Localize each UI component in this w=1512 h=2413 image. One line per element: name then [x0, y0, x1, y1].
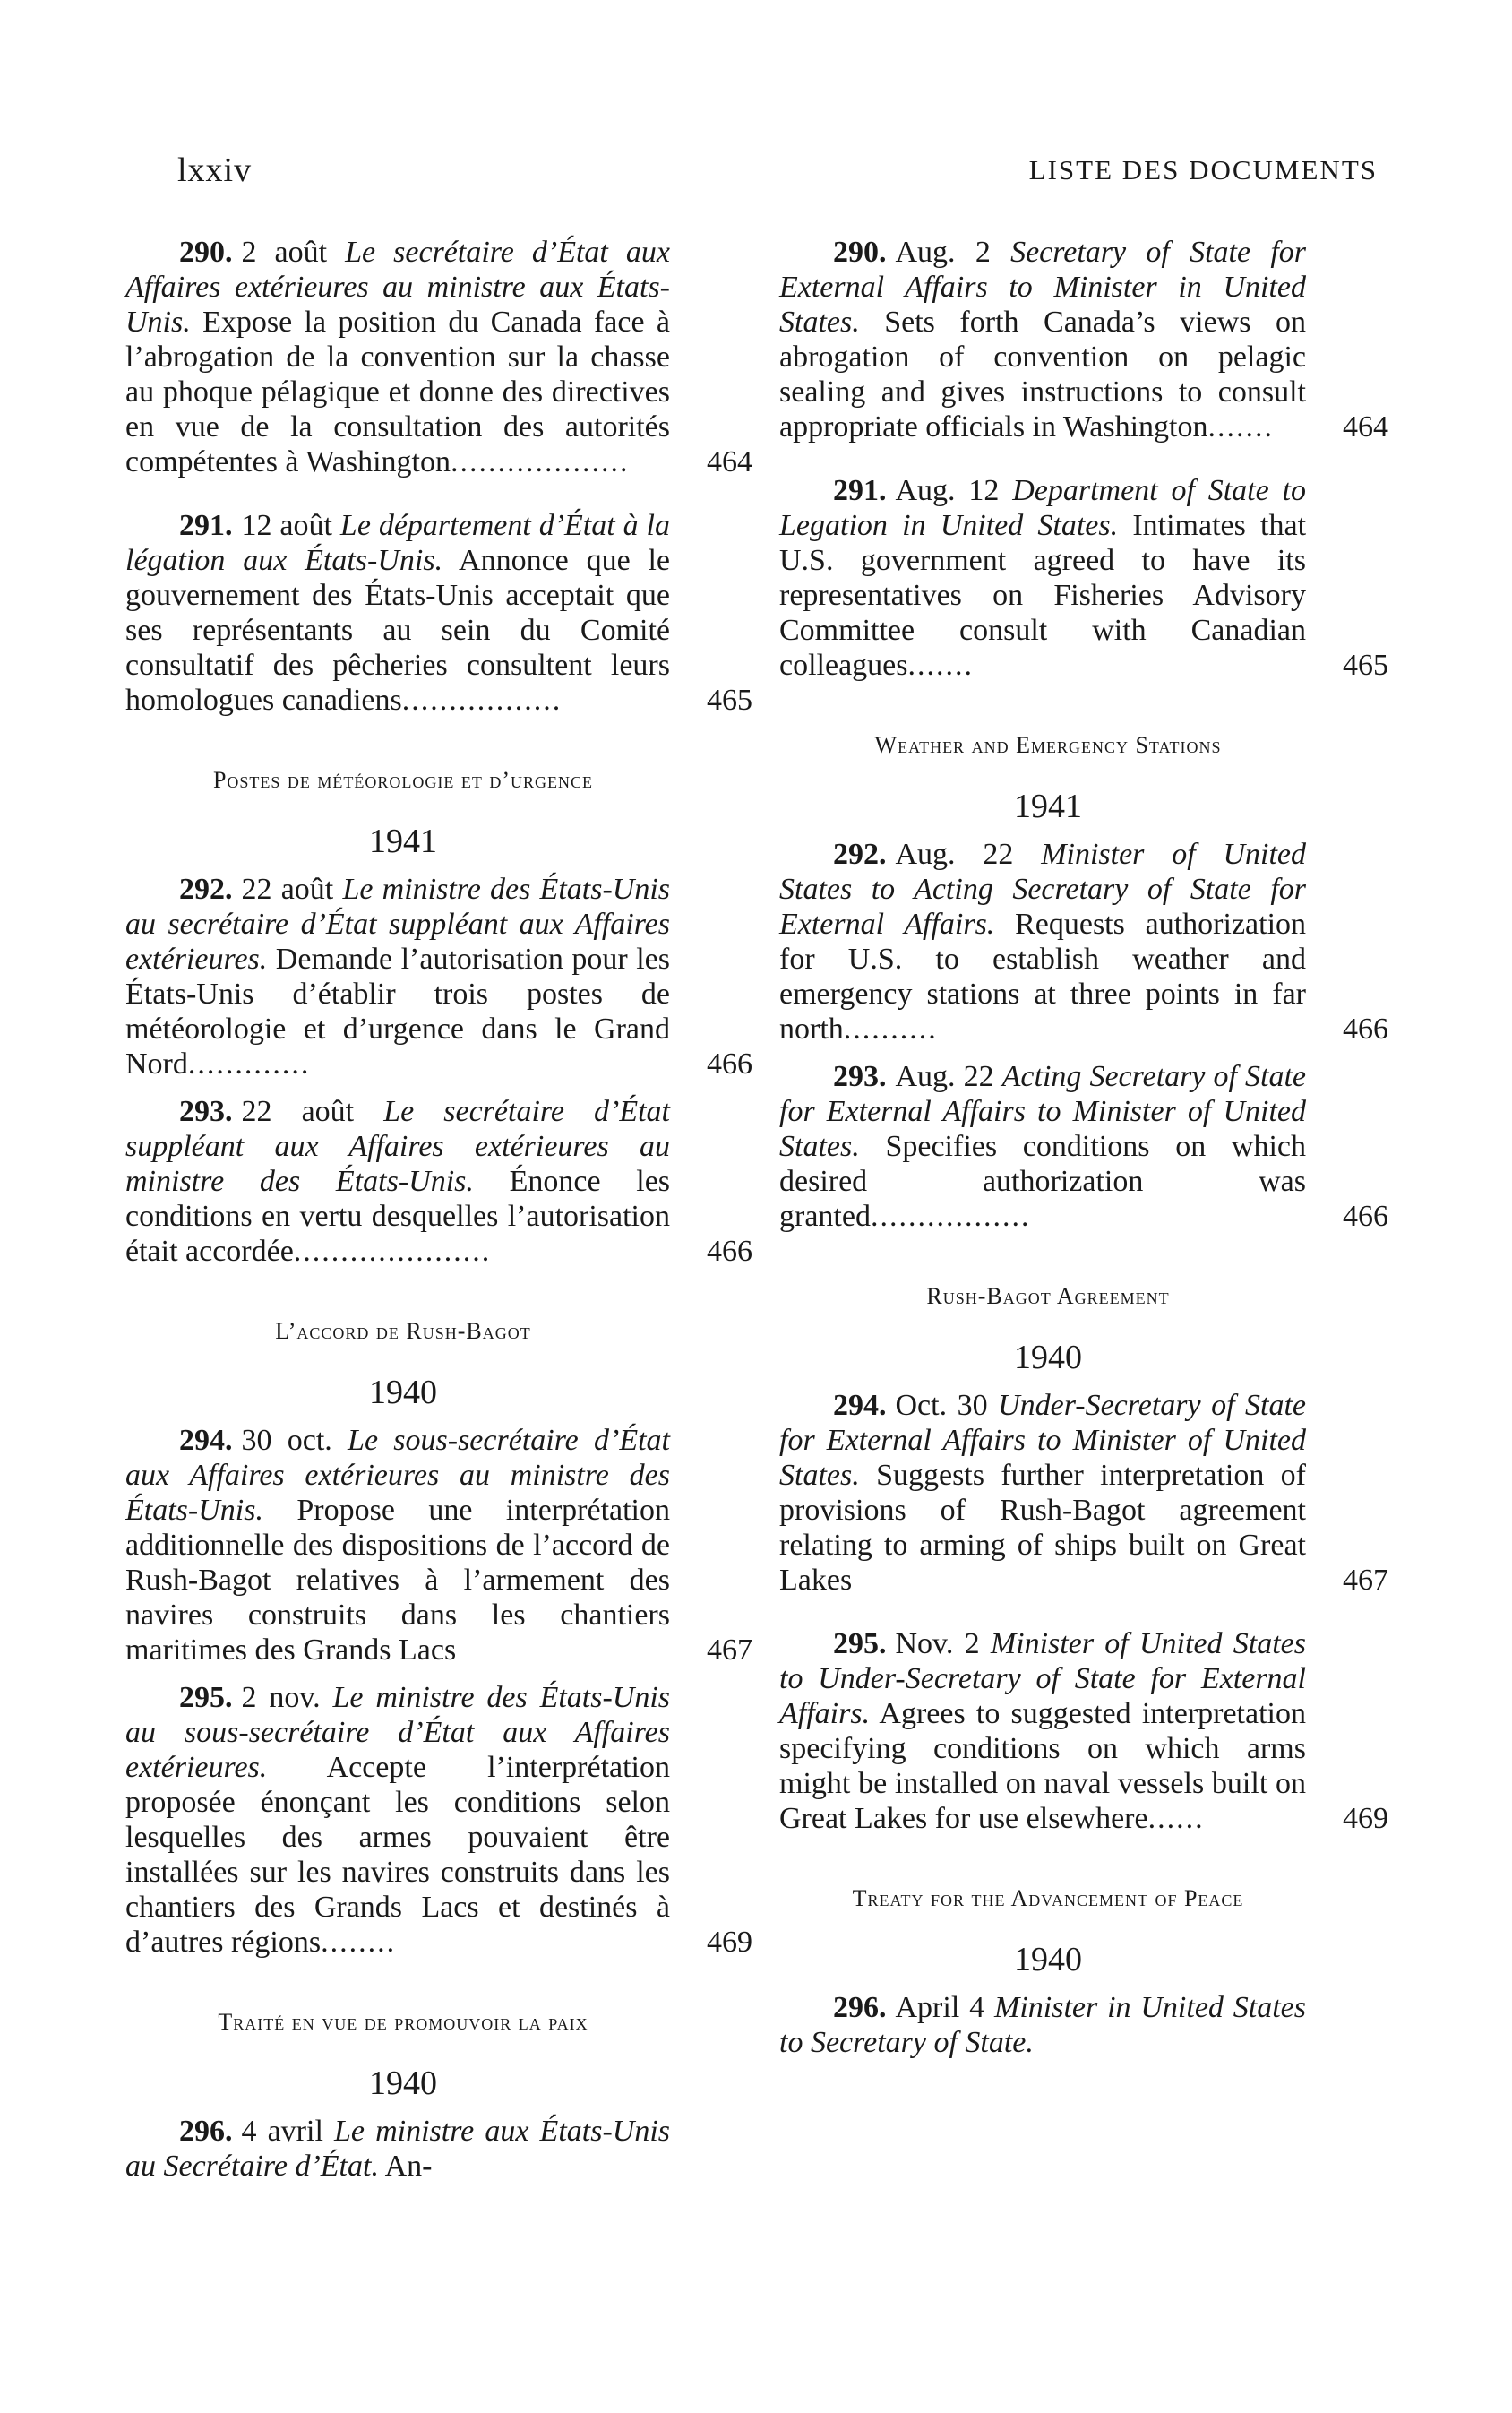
english-column — [779, 235, 1388, 2060]
entry-page: 469 — [1343, 1802, 1388, 1835]
entry-number: 292. — [179, 873, 233, 906]
entry-title: Le secrétaire d’État suppléant aux Affaires extérieures au ministre des États-Unis. — [125, 1095, 670, 1198]
entry-date: 12 août — [241, 509, 332, 542]
entry-page: 466 — [707, 1235, 752, 1268]
document-entry-292: 292. 22 août Le ministre des États-Unis au secrétaire d’État suppléant aux Affaires extérieures. Demande l’autorisation pour les États-Unis d’établir trois postes de météorologie et d’urgence dans le Grand Nord............. 466 — [125, 873, 752, 1081]
document-entry-291: 291. Aug. 12 Department of State to Legation in United States. Intimates that U.S. government agreed to have its representatives on Fisheries Advisory Committee consult with Canadian colleagues....... 465 — [779, 474, 1388, 682]
entry-date: 22 août — [241, 1095, 355, 1128]
document-entry-290: 290. Aug. 2 Secretary of State for External Affairs to Minister in United States. Sets forth Canada’s views on abrogation of convention on pelagic sealing and gives instructions to consult appropriate officials in Washington....... 464 — [779, 236, 1388, 444]
entry-number: 293. — [179, 1095, 233, 1128]
section-year: 1940 — [1014, 1339, 1082, 1376]
document-entry-295: 295. 2 nov. Le ministre des États-Unis au sous-secrétaire d’État aux Affaires extérieures. Accepte l’interprétation proposée énonçant les conditions selon lesquelles des armes pouvaient être installées sur les navires construits dans les chantiers des Grands Lacs et destinés à d’autres régions........ 469 — [125, 1681, 752, 1959]
entry-title: Minister in United States to Secretary of State. — [779, 1991, 1306, 2059]
entry-title: Minister of United States to Acting Secretary of State for External Affairs. — [779, 838, 1307, 941]
document-entry-296 — [779, 1990, 1388, 2060]
entry-number: 292. — [833, 838, 887, 871]
page-number: lxxiv — [177, 151, 253, 189]
entry-title: Minister of United States to Under-Secretary of State for External Affairs. — [779, 1627, 1306, 1730]
entry-summary: Énonce les conditions en vertu desquelles l’autorisation était accordée — [125, 1165, 671, 1268]
entry-page: 466 — [1343, 1013, 1388, 1046]
entry-summary: Specifies conditions on which desired authorization was granted — [779, 1130, 1307, 1233]
entry-date: 2 août — [241, 236, 328, 269]
entry-number: 295. — [833, 1627, 887, 1660]
document-entry-296 — [125, 2114, 752, 2184]
entry-page: 466 — [1343, 1200, 1388, 1233]
entry-date: Aug. 22 — [895, 1060, 994, 1093]
entry-number: 290. — [179, 236, 233, 269]
section-year: 1941 — [369, 823, 437, 860]
entry-date: Aug. 2 — [895, 236, 991, 269]
entry-page: 467 — [707, 1633, 752, 1667]
entry-page: 467 — [1343, 1564, 1388, 1597]
entry-title: Secretary of State for External Affairs to Minister in United States. — [779, 236, 1306, 339]
entry-number: 295. — [179, 1681, 233, 1714]
document-entry-295: 295. Nov. 2 Minister of United States to Under-Secretary of State for External Affairs. Agrees to suggested interpretation specifying conditions on which arms might be installed on naval vessels built on Great Lakes for use elsewhere...... 469 — [779, 1627, 1388, 1835]
running-head: LISTE DES DOCUMENTS — [1028, 154, 1378, 185]
entry-page: 469 — [707, 1926, 752, 1959]
entry-title: Acting Secretary of State for External Affairs to Minister of United States. — [779, 1060, 1306, 1163]
entry-date: 22 août — [241, 873, 334, 906]
entry-summary: Propose une interprétation additionnelle des dispositions de l’accord de Rush-Bagot relatives à l’armement des navires construits dans les chantiers maritimes des Grands Lacs — [125, 1494, 671, 1667]
entry-summary: Suggests further interpretation of provisions of Rush-Bagot agreement relating to arming of ships built on Great Lakes — [779, 1459, 1307, 1597]
section-heading: Postes de météorologie et d’urgence — [212, 767, 594, 793]
entry-date: Aug. 12 — [895, 474, 1000, 507]
entry-title: Le sous-secrétaire d’État aux Affaires extérieures au ministre des États-Unis. — [125, 1424, 670, 1527]
entry-title: Le ministre aux États-Unis au Secrétaire d’État. — [125, 2115, 670, 2183]
entry-number: 291. — [833, 474, 887, 507]
entry-title: Le ministre des États-Unis au sous-secrétaire d’État aux Affaires extérieures. — [125, 1681, 671, 1784]
document-entry-290: 290. 2 août Le secrétaire d’État aux Affaires extérieures au ministre aux États-Unis. Expose la position du Canada face à l’abrogation de la convention sur la chasse au phoque pélagique et donne des directives en vue de la consultation des autorités compétentes à Washington................... 464 — [125, 236, 752, 478]
entry-number: 291. — [179, 509, 233, 542]
document-entry-294 — [125, 1423, 752, 1668]
document-entry-292: 292. Aug. 22 Minister of United States to Acting Secretary of State for External Affairs. Requests authorization for U.S. to establish weather and emergency stations at three points in far north.......... 466 — [779, 838, 1388, 1046]
entry-summary: Requests authorization for U.S. to establish weather and emergency stations at three points in far north — [779, 908, 1307, 1046]
document-entry-294 — [779, 1388, 1388, 1598]
entry-number: 296. — [833, 1991, 887, 2024]
entry-summary: Agrees to suggested interpretation specifying conditions on which arms might be installed on naval vessels built on Great Lakes for use elsewhere — [779, 1697, 1306, 1835]
entry-date: Nov. 2 — [895, 1627, 980, 1660]
entry-summary: Demande l’autorisation pour les États-Unis d’établir trois postes de météorologie et d’urgence dans le Grand Nord — [125, 943, 670, 1081]
section-heading: Weather and Emergency Stations — [874, 732, 1222, 758]
entry-page: 466 — [707, 1047, 752, 1081]
entry-date: 30 oct. — [241, 1424, 332, 1457]
section-year: 1940 — [1014, 1941, 1082, 1978]
section-year: 1941 — [1014, 788, 1082, 825]
entry-number: 294. — [833, 1389, 887, 1422]
section-year: 1940 — [369, 2064, 437, 2102]
document-entry-293: 293. Aug. 22 Acting Secretary of State for External Affairs to Minister of United States. Specifies conditions on which desired authorization was granted................. 466 — [779, 1060, 1388, 1233]
entry-summary: Annonce que le gouvernement des États-Unis acceptait que ses représentants au sein du Comité consultatif des pêcheries consultent leurs homologues canadiens — [125, 544, 671, 717]
entry-summary: Expose la position du Canada face à l’abrogation de la convention sur la chasse au phoque pélagique et donne des directives en vue de la consultation des autorités compétentes à Washington — [125, 306, 671, 478]
section-heading: Traité en vue de promouvoir la paix — [218, 2009, 588, 2035]
entry-page: 465 — [707, 684, 752, 717]
entry-summary: Intimates that U.S. government agreed to have its representatives on Fisheries Advisory Committee consult with Canadian colleagues — [779, 509, 1307, 682]
entry-summary: Accepte l’interprétation proposée énonçant les conditions selon lesquelles des armes pouvaient être installées sur les navires construits dans les chantiers des Grands Lacs et destinés à d’autres régions — [125, 1751, 670, 1959]
entry-date: April 4 — [895, 1991, 985, 2024]
section-heading: Treaty for the Advancement of Peace — [852, 1885, 1244, 1911]
entry-date: Aug. 22 — [895, 838, 1014, 871]
entry-page: 464 — [1343, 410, 1388, 444]
entry-title: Le ministre des États-Unis au secrétaire d’État suppléant aux Affaires extérieures. — [125, 873, 671, 976]
entry-title: Le département d’État à la légation aux États-Unis. — [125, 509, 670, 577]
entry-number: 296. — [179, 2115, 233, 2148]
section-heading: L’accord de Rush-Bagot — [275, 1318, 531, 1344]
entry-number: 293. — [833, 1060, 887, 1093]
entry-summary: An- — [384, 2150, 433, 2183]
document-entry-291: 291. 12 août Le département d’État à la légation aux États-Unis. Annonce que le gouvernement des États-Unis acceptait que ses représentants au sein du Comité consultatif des pêcheries consultent leurs homologues canadiens................. 465 — [125, 509, 752, 717]
french-column — [125, 235, 752, 2184]
section-heading: Rush-Bagot Agreement — [926, 1283, 1170, 1309]
entry-title: Under-Secretary of State for External Affairs to Minister of United States. — [779, 1389, 1306, 1492]
entry-date: Oct. 30 — [895, 1389, 988, 1422]
entry-date: 4 avril — [241, 2115, 323, 2148]
entry-title: Le secrétaire d’État aux Affaires extérieures au ministre aux États-Unis. — [125, 236, 671, 339]
section-year: 1940 — [369, 1374, 437, 1411]
document-entry-293: 293. 22 août Le secrétaire d’État suppléant aux Affaires extérieures au ministre des États-Unis. Énonce les conditions en vertu desquelles l’autorisation était accordée..................... 466 — [125, 1095, 752, 1268]
entry-number: 294. — [179, 1424, 233, 1457]
entry-page: 464 — [707, 445, 752, 478]
entry-page: 465 — [1343, 649, 1388, 682]
entry-summary: Sets forth Canada’s views on abrogation of convention on pelagic sealing and gives instructions to consult appropriate officials in Washington — [779, 306, 1307, 444]
entry-number: 290. — [833, 236, 887, 269]
entry-date: 2 nov. — [241, 1681, 321, 1714]
entry-title: Department of State to Legation in United States. — [779, 474, 1306, 542]
